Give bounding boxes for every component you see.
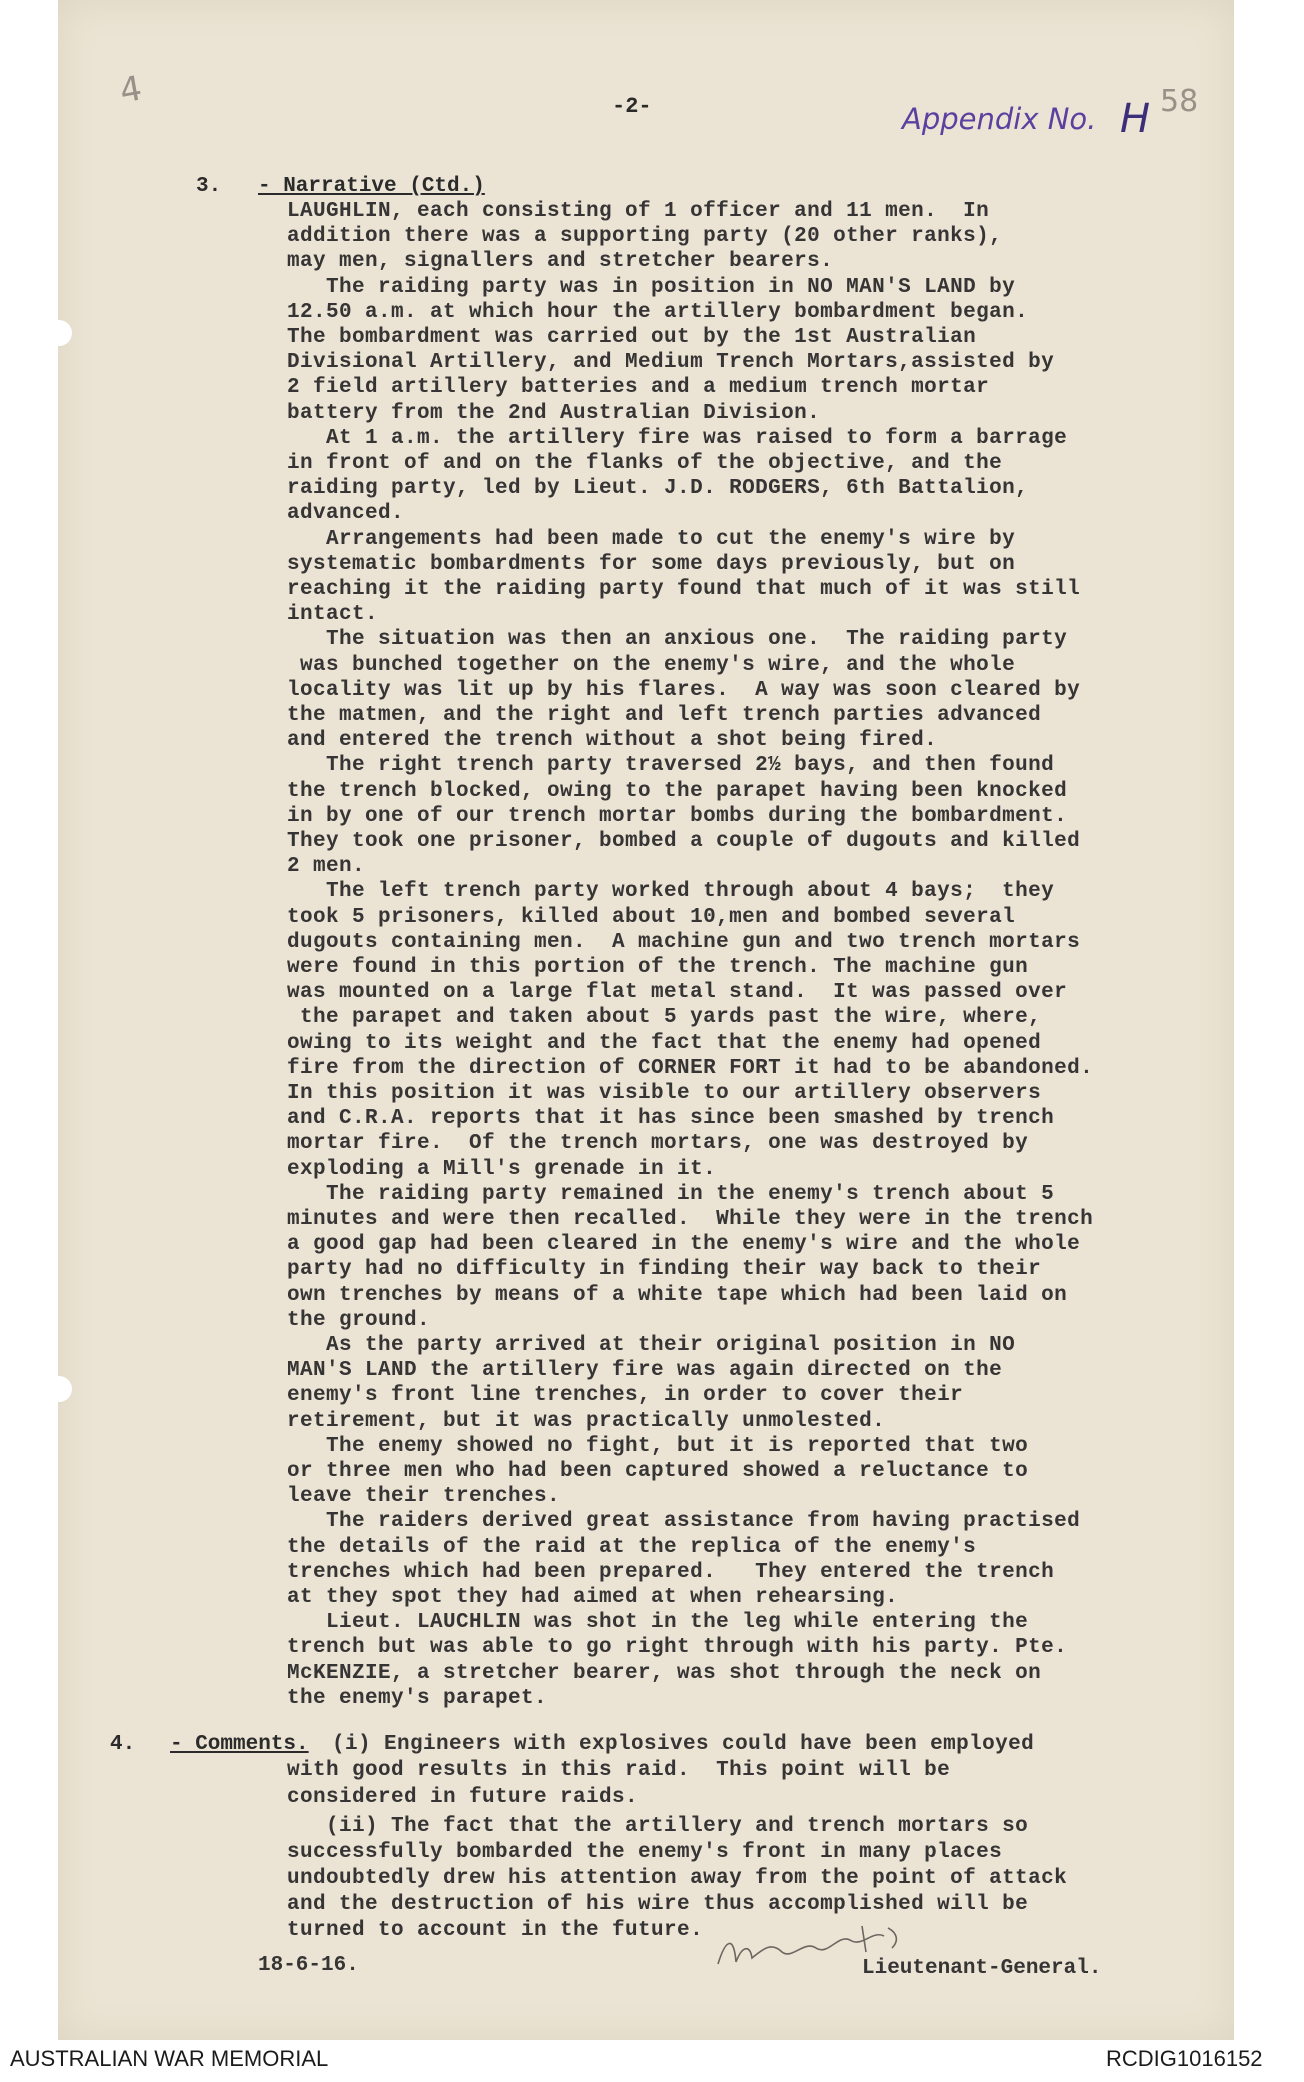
text-line: (ii) The fact that the artillery and trench mortars so bbox=[287, 1815, 1029, 1838]
text-line: minutes and were then recalled. While they were in the trench bbox=[287, 1208, 1094, 1231]
text-line: the parapet and taken about 5 yards past the wire, where, bbox=[287, 1006, 1042, 1030]
text-line: a good gap had been cleared in the enemy's wire and the whole bbox=[287, 1233, 1081, 1257]
text-line: enemy's front line trenches, in order to cover their bbox=[287, 1384, 964, 1408]
appendix-stamp-label: Appendix No. bbox=[902, 102, 1097, 136]
text-line: party had no difficulty in finding their way back to their bbox=[287, 1258, 1042, 1282]
text-line: raiding party, led by Lieut. J.D. RODGERS, 6th Battalion, bbox=[287, 477, 1029, 501]
text-line: and entered the trench without a shot being fired. bbox=[287, 729, 938, 753]
text-line: As the party arrived at their original position in NO bbox=[287, 1334, 1016, 1357]
text-line: at they spot they had aimed at when rehearsing. bbox=[287, 1586, 899, 1609]
text-line: retirement, but it was practically unmolested. bbox=[287, 1409, 886, 1433]
text-line: The bombardment was carried out by the 1st Australian bbox=[287, 326, 977, 349]
text-line: Divisional Artillery, and Medium Trench Mortars,assisted by bbox=[287, 351, 1055, 375]
text-line: turned to account in the future. bbox=[287, 1919, 704, 1942]
text-line: 2 field artillery batteries and a medium trench mortar bbox=[287, 376, 990, 400]
text-line: addition there was a supporting party (20 other ranks), bbox=[287, 225, 1003, 249]
text-line: McKENZIE, a stretcher bearer, was shot through the neck on bbox=[287, 1661, 1042, 1685]
text-line: reaching it the raiding party found that much of it was still bbox=[287, 578, 1081, 601]
margin-mark: 4 bbox=[116, 68, 145, 112]
text-line: trench but was able to go right through with his party. Pte. bbox=[287, 1636, 1068, 1660]
text-line: In this position it was visible to our artillery observers bbox=[287, 1082, 1042, 1105]
text-line: undoubtedly drew his attention away from the point of attack bbox=[287, 1867, 1068, 1890]
text-line: The right trench party traversed 2½ bays, and then found bbox=[287, 754, 1055, 778]
section-number: 3. bbox=[196, 175, 222, 198]
text-line: LAUGHLIN, each consisting of 1 officer and 11 men. In bbox=[287, 200, 990, 223]
text-line: The situation was then an anxious one. The raiding party bbox=[287, 628, 1068, 652]
text-line: or three men who had been captured showed a reluctance to bbox=[287, 1460, 1029, 1483]
text-line: the enemy's parapet. bbox=[287, 1686, 548, 1710]
text-line: trenches which had been prepared. They entered the trench bbox=[287, 1560, 1055, 1584]
section-heading: - Comments. bbox=[170, 1733, 309, 1756]
text-line: considered in future raids. bbox=[287, 1785, 639, 1809]
text-line: owing to its weight and the fact that the enemy had opened bbox=[287, 1031, 1042, 1055]
text-line: They took one prisoner, bombed a couple of dugouts and killed bbox=[287, 830, 1081, 853]
text-line: the trench blocked, owing to the parapet having been knocked bbox=[287, 779, 1068, 803]
text-line: advanced. bbox=[287, 502, 405, 526]
document-date: 18-6-16. bbox=[258, 1954, 359, 1977]
text-line: with good results in this raid. This point will be bbox=[287, 1759, 951, 1783]
text-line: exploding a Mill's grenade in it. bbox=[287, 1157, 717, 1181]
footer-archive-name: AUSTRALIAN WAR MEMORIAL bbox=[10, 2046, 329, 2071]
text-line: took 5 prisoners, killed about 10,men and bombed several bbox=[287, 905, 1016, 929]
text-line: was bunched together on the enemy's wire, and the whole bbox=[287, 653, 1016, 677]
text-line: 2 men. bbox=[287, 855, 366, 879]
text-line: battery from the 2nd Australian Division. bbox=[287, 401, 821, 425]
text-line: The raiders derived great assistance from having practised bbox=[287, 1510, 1081, 1534]
text-line: The enemy showed no fight, but it is reported that two bbox=[287, 1434, 1029, 1458]
text-line: leave their trenches. bbox=[287, 1485, 561, 1509]
text-line: own trenches by means of a white tape which had been laid on bbox=[287, 1283, 1068, 1307]
signature-title: Lieutenant-General. bbox=[862, 1957, 1102, 1980]
text-line: the ground. bbox=[287, 1308, 431, 1332]
section-number: 4. bbox=[110, 1733, 136, 1756]
text-line: in front of and on the flanks of the objective, and the bbox=[287, 452, 1003, 475]
footer-record-id: RCDIG1016152 bbox=[1106, 2046, 1263, 2071]
text-line: systematic bombardments for some days previously, but on bbox=[287, 552, 1016, 576]
text-line: The raiding party was in position in NO MAN'S LAND by bbox=[287, 275, 1016, 299]
text-line: was mounted on a large flat metal stand. It was passed over bbox=[287, 981, 1068, 1005]
text-line: the details of the raid at the replica of the enemy's bbox=[287, 1535, 977, 1559]
text-line: At 1 a.m. the artillery fire was raised to form a barrage bbox=[287, 426, 1068, 450]
text-line: dugouts containing men. A machine gun and two trench mortars bbox=[287, 930, 1081, 954]
text-line: The raiding party remained in the enemy's trench about 5 bbox=[287, 1182, 1055, 1206]
text-line: were found in this portion of the trench. The machine gun bbox=[287, 956, 1029, 979]
page-number: -2- bbox=[612, 94, 652, 119]
text-line: may men, signallers and stretcher bearers. bbox=[287, 250, 834, 274]
text-line: Lieut. LAUCHLIN was shot in the leg while entering the bbox=[287, 1611, 1029, 1635]
text-line: locality was lit up by his flares. A way was soon cleared by bbox=[287, 678, 1081, 702]
text-line: the matmen, and the right and left trench parties advanced bbox=[287, 704, 1042, 727]
text-line: (i) Engineers with explosives could have been employed bbox=[332, 1733, 1035, 1756]
text-line: 12.50 a.m. at which hour the artillery bombardment began. bbox=[287, 300, 1029, 324]
appendix-stamp-value: H bbox=[1120, 96, 1151, 142]
text-line: intact. bbox=[287, 603, 379, 627]
text-line: and the destruction of his wire thus accomplished will be bbox=[287, 1893, 1029, 1916]
text-line: The left trench party worked through about 4 bays; they bbox=[287, 880, 1055, 904]
section-heading: - Narrative (Ctd.) bbox=[258, 175, 485, 198]
text-line: in by one of our trench mortar bombs during the bombardment. bbox=[287, 804, 1068, 828]
text-line: fire from the direction of CORNER FORT it had to be abandoned. bbox=[287, 1056, 1094, 1080]
text-line: Arrangements had been made to cut the enemy's wire by bbox=[287, 527, 1016, 551]
text-line: and C.R.A. reports that it has since been smashed by trench bbox=[287, 1107, 1055, 1131]
text-line: MAN'S LAND the artillery fire was again directed on the bbox=[287, 1359, 1003, 1383]
text-line: successfully bombarded the enemy's front in many places bbox=[287, 1841, 1003, 1864]
folio-number: 58 bbox=[1160, 84, 1199, 119]
text-line: mortar fire. Of the trench mortars, one was destroyed by bbox=[287, 1132, 1029, 1156]
